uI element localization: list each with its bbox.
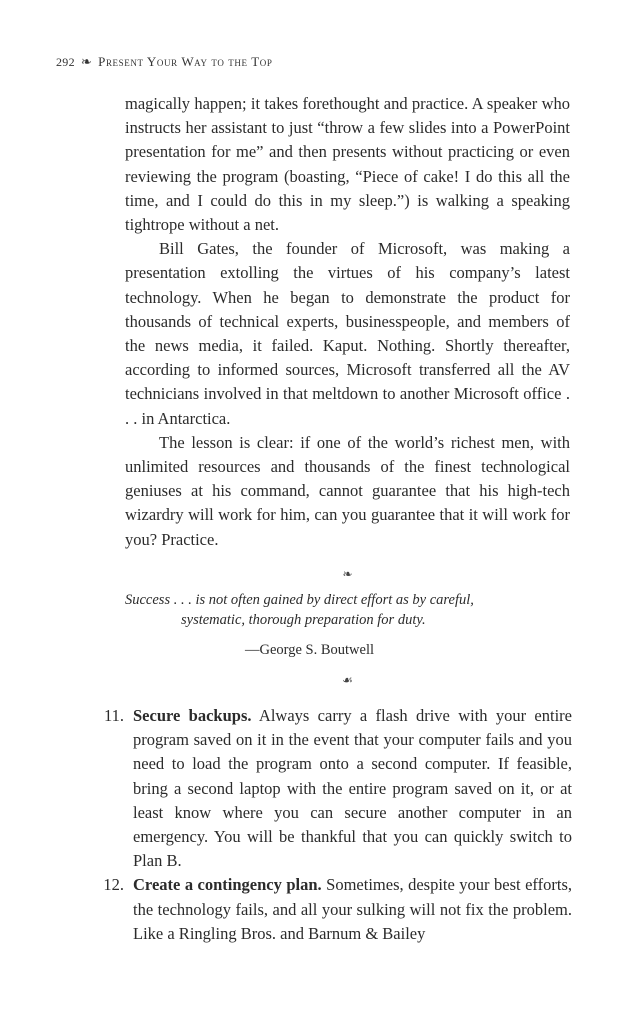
- quote-line: Success . . . is not often gained by direct effort as by careful,: [125, 592, 474, 609]
- list-item: [80, 704, 572, 873]
- ornament-bottom-icon: ☙: [342, 673, 353, 688]
- list-item-content: [125, 704, 572, 873]
- list-item-text: Always carry a flash drive with your entire program saved on it in the event that your computer fails and you need to load the program onto a second computer. If feasible, bring a second laptop with the entire program saved on it, or at least know where you can secure another computer in an emergency. You will be thankful that you can quickly switch to Plan B.: [133, 706, 572, 871]
- list-number: 11.: [103, 706, 124, 725]
- list-number: 12.: [103, 875, 124, 895]
- paragraph: magically happen; it takes forethought and practice. A speaker who instructs her assistant to just “throw a few slides into a PowerPoint presentation for me” and then presents without practicing or even reviewing the program (boasting, “Piece of cake! I do this all the time, and I could do this in my sleep.”) is walking a speaking tightrope without a net.: [125, 94, 570, 235]
- book-title: Present Your Way to the Top: [98, 54, 273, 69]
- running-head: [56, 54, 272, 70]
- page-number: 292: [56, 54, 75, 69]
- list-item-label: Create a contingency plan.: [133, 875, 322, 895]
- ornament-top-icon: ❧: [342, 566, 353, 581]
- paragraph: Bill Gates, the founder of Microsoft, was making a presentation extolling the virtues of his company’s latest technology. When he began to demonstrate the product for thousands of technical experts, businesspeople, and members of the news media, it failed. Kaput. Nothing. Shortly thereafter, according to informed sources, Microsoft transferred all the AV technicians involved in that meltdown to another Microsoft office . . . in Antarctica.: [125, 239, 570, 428]
- list-item-text: Sometimes, despite your best efforts, the technology fails, and all your sulking will not fix the problem. Like a Ringling Bros. and Barnum & Bailey: [133, 875, 572, 943]
- quote-line: systematic, thorough preparation for duty.: [181, 612, 426, 629]
- body-text: [125, 92, 570, 696]
- list-item-content: [125, 873, 572, 946]
- epigraph-quote: [125, 590, 570, 630]
- numbered-list: [80, 704, 572, 946]
- list-item-label: Secure backups.: [133, 706, 252, 725]
- quote-attribution: —George S. Boutwell: [245, 642, 375, 659]
- list-item: [80, 873, 572, 946]
- paragraph: The lesson is clear: if one of the world’s richest men, with unlimited resources and thousands of the finest technological geniuses at his command, cannot guarantee that his high-tech wizardry will work for him, can you guarantee that it will work for you? Practice.: [125, 432, 570, 549]
- fleuron-ornament-icon: ❧: [80, 54, 93, 69]
